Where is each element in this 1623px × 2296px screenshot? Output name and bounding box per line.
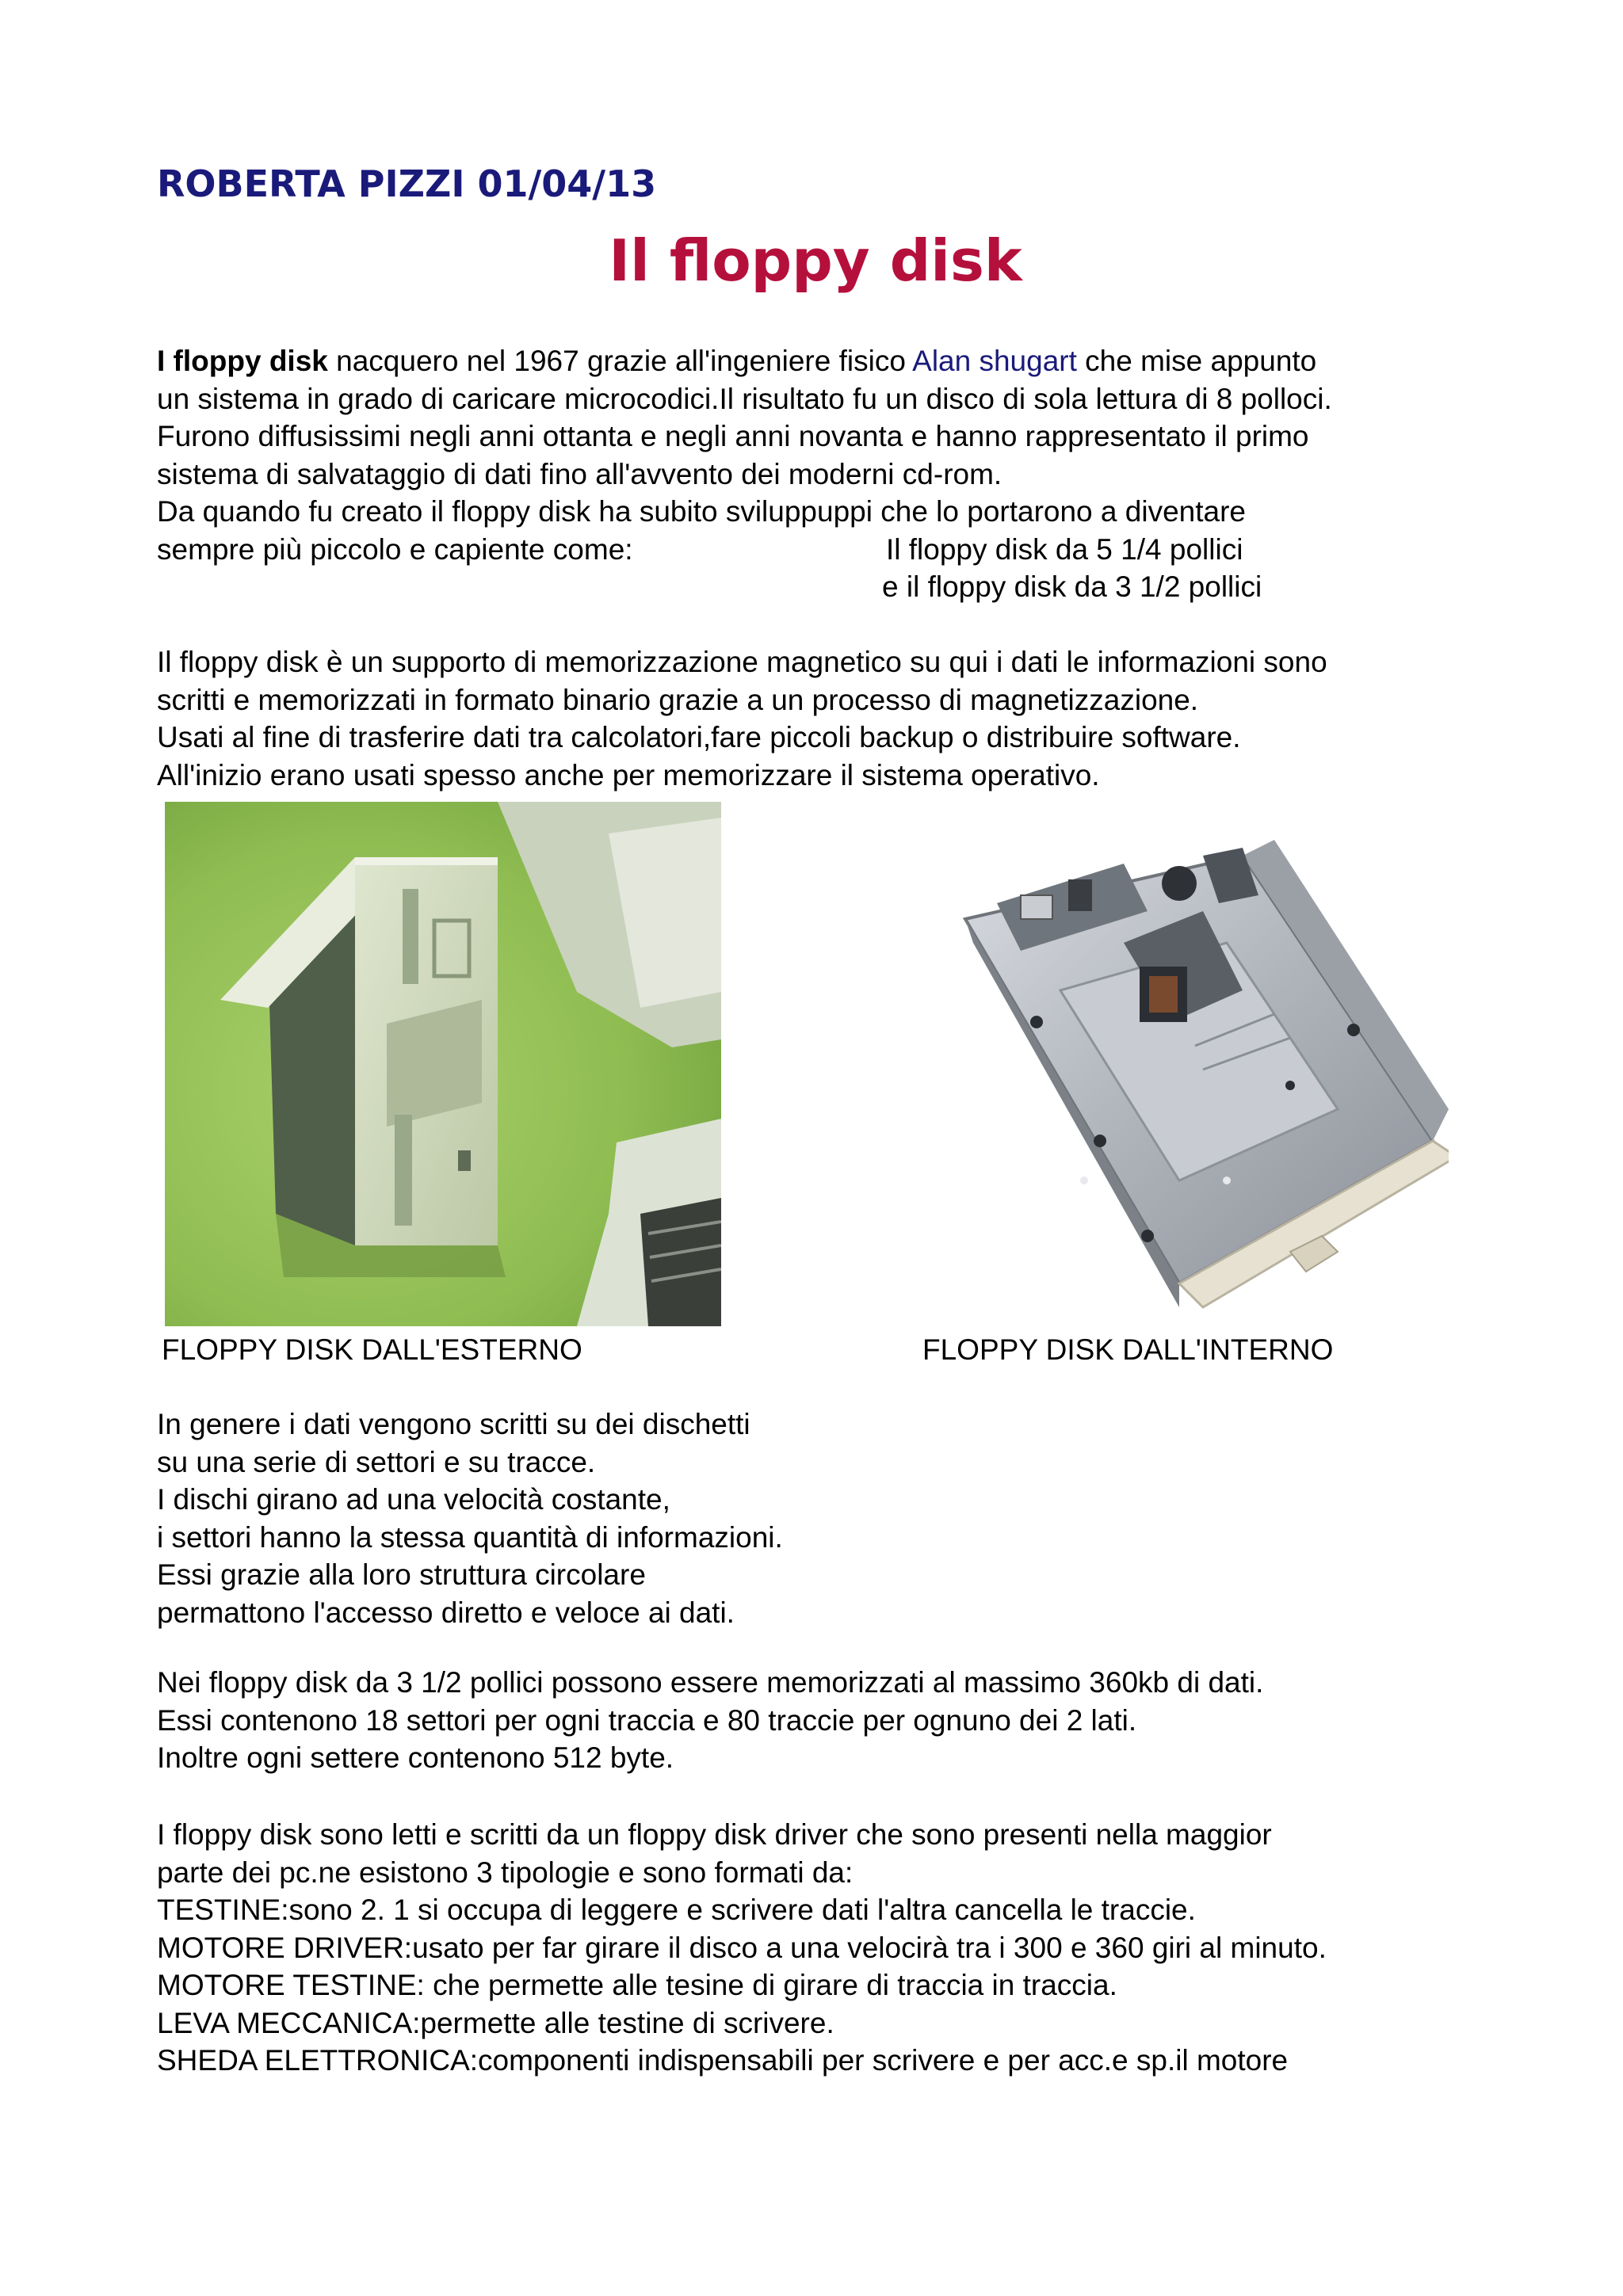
components-line-6: LEVA MECCANICA:permette alle testine di scrivere. <box>157 2006 834 2039</box>
intro-text-a: nacquero nel 1967 grazie all'ingeniere fisico <box>327 345 913 377</box>
intro-line-7-right: e il floppy disk da 3 1/2 pollici <box>882 570 1262 603</box>
floppy-exterior-photo <box>165 802 721 1326</box>
floppy-exterior-illustration <box>165 802 721 1326</box>
intro-text-b: che mise appunto <box>1076 345 1317 377</box>
storage-paragraph <box>157 643 1327 794</box>
capacity-line-3: Inoltre ogni settere contenono 512 byte. <box>157 1741 674 1774</box>
capacity-line-2: Essi contenono 18 settori per ogni traccia e 80 traccie per ognuno dei 2 lati. <box>157 1703 1137 1737</box>
capacity-paragraph <box>157 1664 1263 1777</box>
intro-line-7 <box>157 568 1332 606</box>
tracks-line-6: permattono l'accesso diretto e veloce ai dati. <box>157 1596 735 1629</box>
exterior-caption: FLOPPY DISK DALL'ESTERNO <box>162 1333 582 1366</box>
components-line-7: SHEDA ELETTRONICA:componenti indispensabili per scrivere e per acc.e sp.il motore <box>157 2044 1289 2077</box>
tracks-line-1: In genere i dati vengono scritti su dei dischetti <box>157 1408 750 1440</box>
capacity-line-1: Nei floppy disk da 3 1/2 pollici possono essere memorizzati al massimo 360kb di dati. <box>157 1666 1264 1699</box>
components-line-1: I floppy disk sono letti e scritti da un floppy disk driver che sono presenti nella maggior <box>157 1818 1272 1851</box>
alan-shugart-link[interactable]: Alan shugart <box>912 345 1077 377</box>
intro-line-6-left: sempre più piccolo e capiente come: <box>157 532 633 566</box>
intro-line-4: sistema di salvataggio di dati fino all'avvento dei moderni cd-rom. <box>157 457 1002 490</box>
data-tracks-paragraph <box>157 1405 783 1631</box>
intro-line-5: Da quando fu creato il floppy disk ha subito sviluppuppi che lo portarono a diventare <box>157 495 1246 528</box>
intro-line-2: un sistema in grado di caricare microcodici.Il risultato fu un disco di sola lettura di 8 polloci. <box>157 382 1332 415</box>
intro-bold-term: I floppy disk <box>157 345 328 377</box>
drive-components-paragraph <box>157 1816 1327 2080</box>
tracks-line-5: Essi grazie alla loro struttura circolare <box>157 1558 646 1591</box>
components-line-4: MOTORE DRIVER:usato per far girare il disco a una velocirà tra i 300 e 360 giri al minuto. <box>157 1931 1327 1964</box>
storage-line-2: scritti e memorizzati in formato binario grazie a un processo di magnetizzazione. <box>157 683 1199 716</box>
intro-line-1 <box>157 342 1332 380</box>
intro-paragraph <box>157 342 1332 606</box>
author-date-heading: ROBERTA PIZZI 01/04/13 <box>157 162 657 205</box>
interior-caption: FLOPPY DISK DALL'INTERNO <box>922 1333 1334 1366</box>
components-line-2: parte dei pc.ne esistono 3 tipologie e sono formati da: <box>157 1855 854 1889</box>
storage-line-4: All'inizio erano usati spesso anche per memorizzare il sistema operativo. <box>157 758 1100 791</box>
tracks-line-2: su una serie di settori e su tracce. <box>157 1445 596 1478</box>
tracks-line-4: i settori hanno la stessa quantità di informazioni. <box>157 1520 783 1554</box>
intro-line-6 <box>157 531 1332 569</box>
components-line-5: MOTORE TESTINE: che permette alle tesine di girare di traccia in traccia. <box>157 1969 1117 2001</box>
storage-line-1: Il floppy disk è un supporto di memorizzazione magnetico su qui i dati le informazioni sono <box>157 646 1327 678</box>
tracks-line-3: I dischi girano ad una velocità costante, <box>157 1483 670 1516</box>
storage-line-3: Usati al fine di trasferire dati tra calcolatori,fare piccoli backup o distribuire software. <box>157 721 1241 753</box>
components-line-3: TESTINE:sono 2. 1 si occupa di leggere e scrivere dati l'altra cancella le traccie. <box>157 1894 1196 1926</box>
intro-line-3: Furono diffusissimi negli anni ottanta e negli anni novanta e hanno rappresentato il primo <box>157 420 1309 452</box>
page-title: Il floppy disk <box>609 227 1022 294</box>
floppy-interior-illustration <box>941 808 1449 1315</box>
intro-line-6-right: Il floppy disk da 5 1/4 pollici <box>886 532 1243 566</box>
floppy-interior-photo <box>941 808 1449 1315</box>
